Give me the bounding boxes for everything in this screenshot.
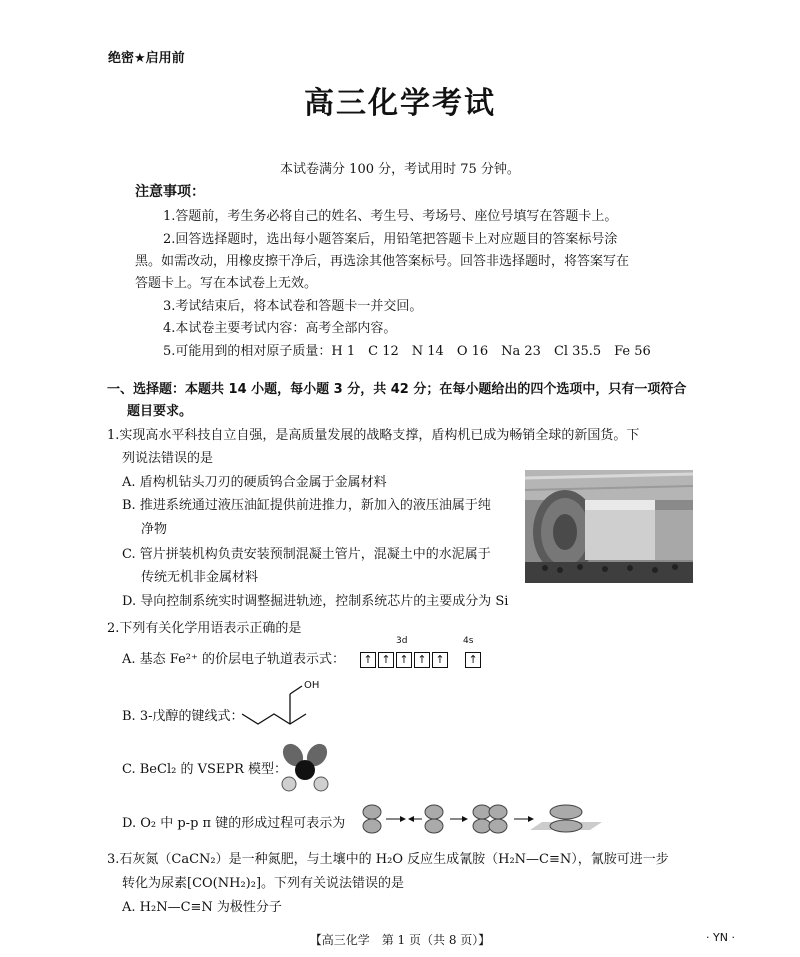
q1-option-d: D. 导向控制系统实时调整掘进轨迹，控制系统芯片的主要成分为 Si (122, 594, 509, 609)
notice-line-1: 1.答题前，考生务必将自己的姓名、考生号、考场号、座位号填写在答题卡上。 (163, 209, 618, 224)
q3-stem-2: 转化为尿素[CO(NH₂)₂]。下列有关说法错误的是 (122, 876, 405, 891)
orbital-box-3d-4: ↑ (414, 652, 430, 668)
pi-bond-formation-diagram (358, 800, 608, 836)
notice-title: 注意事项： (135, 184, 205, 200)
notice-line-2: 2.回答选择题时，选出每小题答案后，用铅笔把答题卡上对应题目的答案标号涂 (163, 232, 618, 247)
orbital-box-3d-5: ↑ (432, 652, 448, 668)
q2-stem: 2.下列有关化学用语表示正确的是 (107, 621, 302, 636)
section-heading-1: 一、选择题：本题共 14 小题，每小题 3 分，共 42 分；在每小题给出的四个选项中，只有一项符合 (107, 382, 687, 397)
orbital-box-3d-3: ↑ (396, 652, 412, 668)
notice-line-3: 黑。如需改动，用橡皮擦干净后，再选涂其他答案标号。回答非选择题时，将答案写在 (135, 254, 630, 269)
q2-option-c: C. BeCl₂ 的 VSEPR 模型： (122, 762, 288, 777)
q3-option-a: A. H₂N—C≡N 为极性分子 (122, 900, 282, 915)
notice-line-7: 5.可能用到的相对原子质量：H 1 C 12 N 14 O 16 Na 23 Cl 35.5 Fe 56 (163, 344, 651, 359)
tunnel-boring-machine-photo (525, 470, 693, 583)
q2-option-a: A. 基态 Fe²⁺ 的价层电子轨道表示式： (122, 652, 345, 667)
q1-option-a: A. 盾构机钻头刀刃的硬质钨合金属于金属材料 (122, 475, 387, 490)
confidential-mark: 绝密★启用前 (108, 51, 185, 66)
q1-option-b-1: B. 推进系统通过液压油缸提供前进推力，新加入的液压油属于纯 (122, 498, 491, 513)
orbital-box-4s: ↑ (465, 652, 481, 668)
orbital-label-4s: 4s (463, 636, 474, 646)
becl2-vsepr-model (275, 740, 335, 800)
orbital-box-3d-2: ↑ (378, 652, 394, 668)
page-footer: 【高三化学 第 1 页（共 8 页）】 (309, 933, 491, 947)
footer-code: · YN · (706, 931, 735, 944)
notice-line-4: 答题卡上。写在本试卷上无效。 (135, 276, 318, 291)
q1-option-c-1: C. 管片拼装机构负责安装预制混凝土管片，混凝土中的水泥属于 (122, 547, 491, 562)
q1-option-c-2: 传统无机非金属材料 (141, 570, 259, 585)
hydroxyl-label: OH (304, 680, 320, 691)
notice-line-5: 3.考试结束后，将本试卷和答题卡一并交回。 (163, 299, 423, 314)
section-heading-2: 题目要求。 (127, 404, 193, 419)
q1-stem-1: 1.实现高水平科技自立自强，是高质量发展的战略支撑，盾构机已成为畅销全球的新国货。下 (107, 428, 640, 443)
exam-info: 本试卷满分 100 分，考试用时 75 分钟。 (280, 162, 520, 177)
orbital-label-3d: 3d (396, 636, 408, 646)
page-title: 高三化学考试 (304, 86, 496, 121)
notice-line-6: 4.本试卷主要考试内容：高考全部内容。 (163, 321, 397, 336)
orbital-diagram (360, 648, 483, 668)
q3-stem-1: 3.石灰氮（CaCN₂）是一种氮肥，与土壤中的 H₂O 反应生成氰胺（H₂N—C≡N），氰胺可进一步 (107, 852, 669, 867)
q1-option-b-2: 净物 (141, 522, 168, 537)
pentanol-skeletal-formula (238, 680, 338, 730)
orbital-box-3d-1: ↑ (360, 652, 376, 668)
q1-stem-2: 列说法错误的是 (122, 451, 214, 466)
q2-option-d: D. O₂ 中 p-p π 键的形成过程可表示为 (122, 816, 346, 831)
q2-option-b: B. 3-戊醇的键线式： (122, 709, 244, 724)
